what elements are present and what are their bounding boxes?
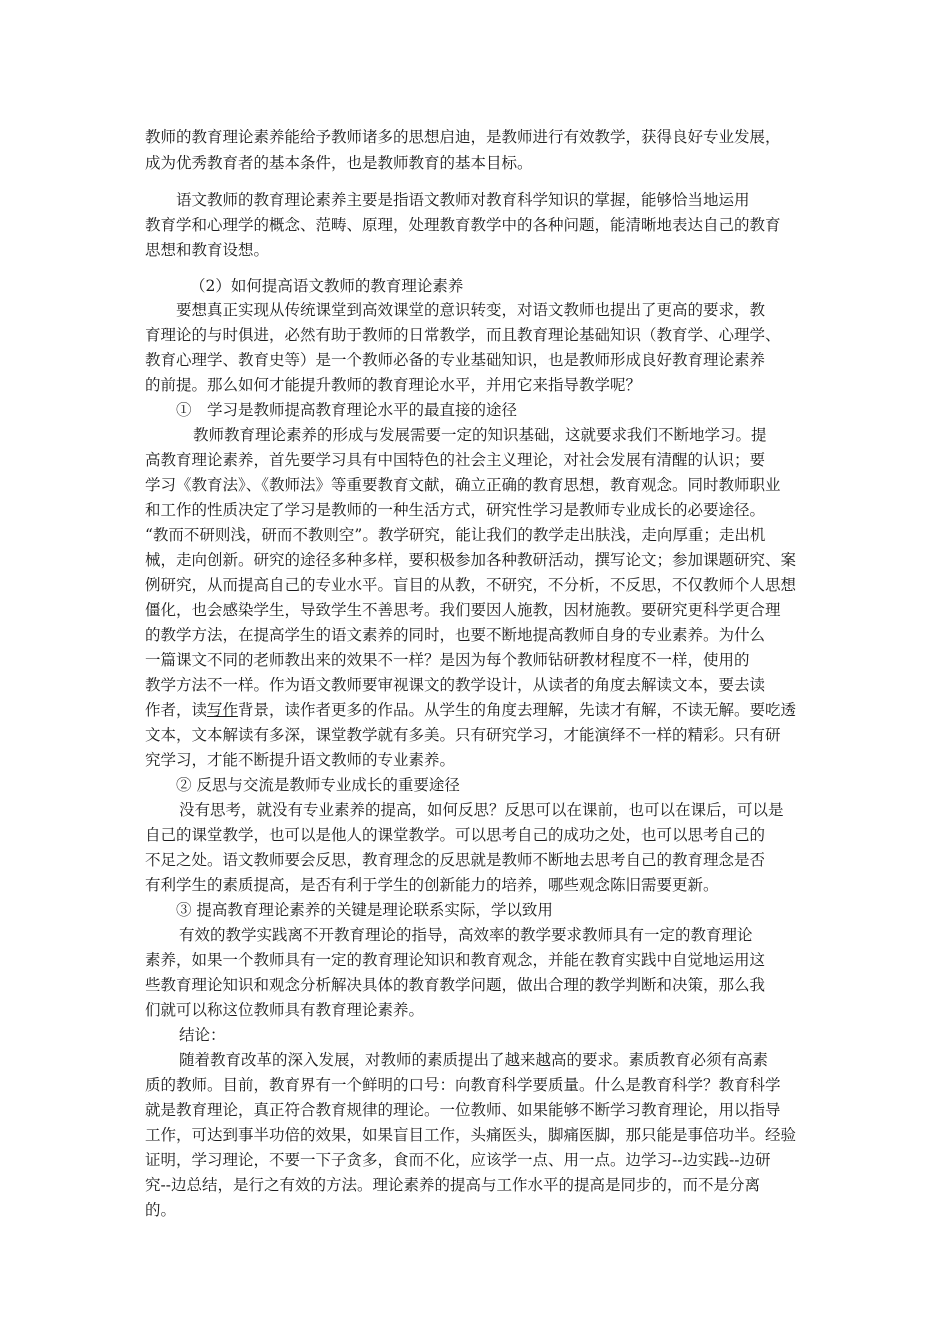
- text-line: 思想和教育设想。: [145, 241, 270, 259]
- text-line: 教育心理学、教育史等）是一个教师必备的专业基础知识，也是教师形成良好教育理论素养: [145, 351, 766, 369]
- text-line: 究--边总结，是行之有效的方法。理论素养的提高与工作水平的提高是同步的，而不是分离: [145, 1176, 760, 1194]
- text-line: 就是教育理论，真正符合教育规律的理论。一位教师、如果能够不断学习教育理论，用以指导: [145, 1101, 781, 1119]
- conclusion-heading: 结论：: [179, 1026, 226, 1044]
- text-line: 教学方法不一样。作为语文教师要审视课文的教学设计，从读者的角度去解读文本，要去读: [145, 676, 766, 694]
- text-line: 的前提。那么如何才能提升教师的教育理论水平，并用它来指导教学呢？: [145, 376, 642, 394]
- point-heading: ① 学习是教师提高教育理论水平的最直接的途径: [176, 401, 518, 419]
- section-heading: （2）如何提高语文教师的教育理论素养: [190, 277, 464, 295]
- text-line: 些教育理论知识和观念分析解决具体的教育教学问题，做出合理的教学判断和决策，那么我: [145, 976, 766, 994]
- text-line: 们就可以称这位教师具有教育理论素养。: [145, 1001, 425, 1019]
- text-line: 质的教师。目前，教育界有一个鲜明的口号：向教育科学要质量。什么是教育科学？教育科学: [145, 1076, 781, 1094]
- text-line: 和工作的性质决定了学习是教师的一种生活方式，研究性学习是教师专业成长的必要途径。: [145, 501, 766, 519]
- text-line: 究学习，才能不断提升语文教师的专业素养。: [145, 751, 456, 769]
- text-line: 例研究，从而提高自己的专业水平。盲目的从教，不研究，不分析，不反思，不仅教师个人思想: [145, 576, 797, 594]
- text-line: 育理论的与时俱进，必然有助于教师的日常教学，而且教育理论基础知识（教育学、心理学、: [145, 326, 781, 344]
- text-line: 语文教师的教育理论素养主要是指语文教师对教育科学知识的掌握，能够恰当地运用: [176, 191, 750, 209]
- text-line: 不足之处。语文教师要会反思，教育理念的反思就是教师不断地去思考自己的教育理念是否: [145, 851, 766, 869]
- text-line: 的教学方法，在提高学生的语文素养的同时，也要不断地提高教师自身的专业素养。为什么: [145, 626, 766, 644]
- text-line: 的。: [145, 1201, 177, 1219]
- writing-link[interactable]: 写作: [207, 701, 239, 719]
- text-line: 教师教育理论素养的形成与发展需要一定的知识基础，这就要求我们不断地学习。提: [193, 426, 767, 444]
- text-line: 自己的课堂教学，也可以是他人的课堂教学。可以思考自己的成功之处，也可以思考自己的: [145, 826, 766, 844]
- text-line: 成为优秀教育者的基本条件，也是教师教育的基本目标。: [145, 154, 533, 172]
- text-line: 要想真正实现从传统课堂到高效课堂的意识转变，对语文教师也提出了更高的要求，教: [176, 301, 766, 319]
- text-line: 教育学和心理学的概念、范畴、原理，处理教育教学中的各种问题，能清晰地表达自己的教育: [145, 216, 781, 234]
- text-line: 僵化，也会感染学生，导致学生不善思考。我们要因人施教，因材施教。要研究更科学更合理: [145, 601, 781, 619]
- text-line: 没有思考，就没有专业素养的提高，如何反思？反思可以在课前，也可以在课后，可以是: [179, 801, 784, 819]
- point-heading: ③ 提高教育理论素养的关键是理论联系实际，学以致用: [176, 901, 553, 919]
- text-line: “教而不研则浅，研而不教则空”。教学研究，能让我们的教学走出肤浅，走向厚重；走出机: [145, 526, 766, 544]
- text-line: 文本，文本解读有多深，课堂教学就有多美。只有研究学习，才能演绎不一样的精彩。只有研: [145, 726, 781, 744]
- text-segment: 背景，读作者更多的作品。从学生的角度去理解，先读才有解，不读无解。要吃透: [238, 701, 797, 719]
- text-line: 随着教育改革的深入发展，对教师的素质提出了越来越高的要求。素质教育必须有高素: [179, 1051, 769, 1069]
- point-heading: ② 反思与交流是教师专业成长的重要途径: [176, 776, 460, 794]
- text-line: 械，走向创新。研究的途径多种多样，要积极参加各种教研活动，撰写论文；参加课题研究、案: [145, 551, 797, 569]
- text-line: 教师的教育理论素养能给予教师诸多的思想启迪，是教师进行有效教学，获得良好专业发展，: [145, 128, 781, 146]
- text-line: 证明，学习理论，不要一下子贪多，食而不化，应该学一点、用一点。边学习--边实践--边研: [145, 1151, 771, 1169]
- text-line: [145, 698, 796, 722]
- text-line: 工作，可达到事半功倍的效果，如果盲目工作，头痛医头，脚痛医脚，那只能是事倍功半。经验: [145, 1126, 797, 1144]
- text-segment: 作者，读: [145, 701, 208, 719]
- text-line: 一篇课文不同的老师教出来的效果不一样？是因为每个教师钻研教材程度不一样，使用的: [145, 651, 750, 669]
- text-line: 素养，如果一个教师具有一定的教育理论知识和教育观念，并能在教育实践中自觉地运用这: [145, 951, 766, 969]
- text-line: 学习《教育法》、《教师法》等重要教育文献，确立正确的教育思想，教育观念。同时教师职业: [145, 476, 781, 494]
- text-line: 有效的教学实践离不开教育理论的指导，高效率的教学要求教师具有一定的教育理论: [179, 926, 753, 944]
- text-line: 有利学生的素质提高，是否有利于学生的创新能力的培养，哪些观念陈旧需要更新。: [145, 876, 719, 894]
- text-line: 高教育理论素养，首先要学习具有中国特色的社会主义理论，对社会发展有清醒的认识；要: [145, 451, 766, 469]
